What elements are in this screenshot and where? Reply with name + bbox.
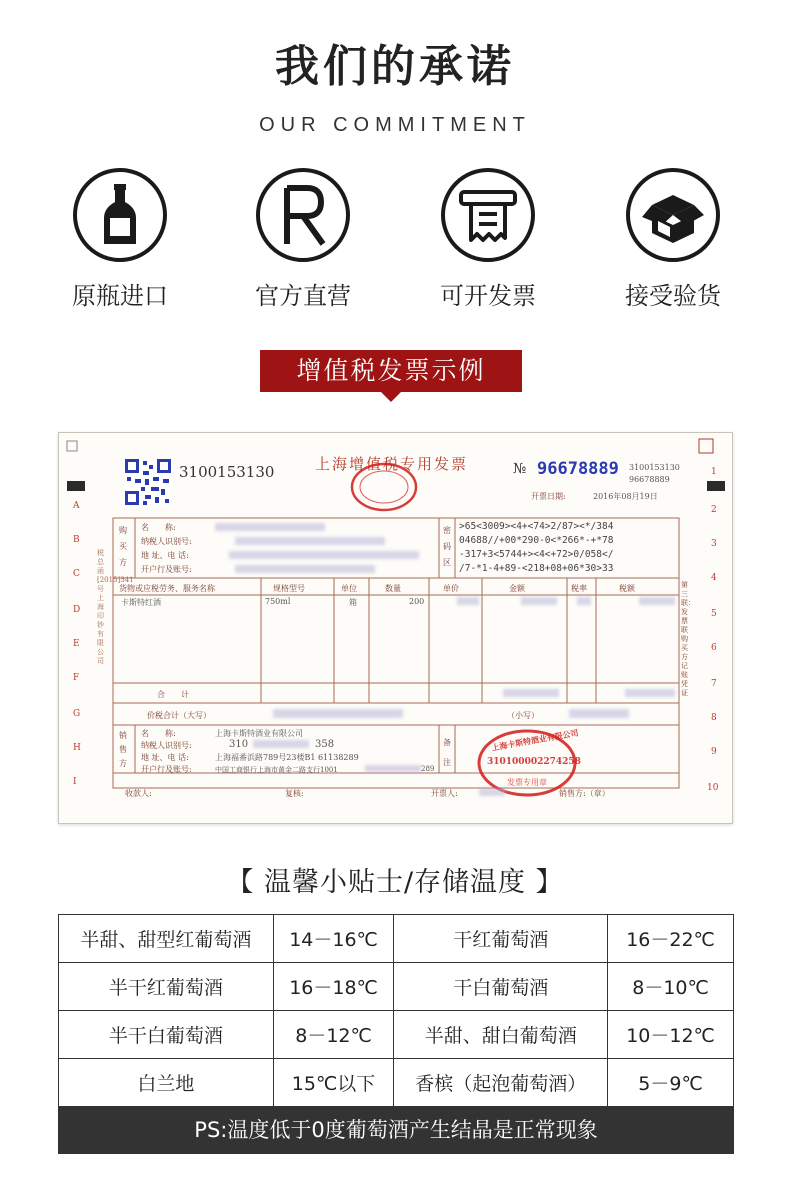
table-row [59,1011,734,1059]
temperature-cell: 14－16℃ [273,915,394,963]
open-box-icon [626,168,720,262]
redacted-seller-tax-id [253,740,309,748]
wine-type-cell: 干红葡萄酒 [394,915,608,963]
right-margin-number: 5 [711,609,717,619]
stamp-invoice-seal-text: 发票专用章 [507,778,547,787]
storage-temperature-table [58,914,734,1107]
password-line: 04688//+00*290-0<*266*-+*78 [459,535,614,546]
redacted-tax [639,597,675,605]
redacted-total-amount [503,689,559,697]
table-row [59,1059,734,1107]
ps-note-bar: PS:温度低于0度葡萄酒产生结晶是正常现象 [58,1107,734,1154]
buyer-field-tax-id: 纳税人识别号: [141,537,192,546]
wine-type-cell: 半干白葡萄酒 [59,1011,274,1059]
redacted-buyer-name [215,523,325,531]
total-label: 合 计 [157,690,189,699]
redacted-buyer-address [229,551,419,559]
page-subtitle: OUR COMMITMENT [259,114,531,136]
temperature-cell: 8－12℃ [273,1011,394,1059]
item-name: 卡斯特红酒 [121,598,161,607]
invoice-date-label: 开票日期: [531,492,566,501]
buyer-field-bank: 开户行及账号: [141,565,192,574]
password-line: /7-*1-4+89-<218+08+06*30>33 [459,563,614,574]
seller-field-bank: 开户行及账号: [141,765,192,774]
invoice-number: 96678889 [537,459,619,479]
seller-tax-id-prefix: 310 [229,739,249,750]
invoice-no-prefix: № [513,461,527,477]
wine-type-cell: 香槟（起泡葡萄酒） [394,1059,608,1107]
left-margin-letter: G [73,709,81,719]
buyer-field-name: 名 称: [141,523,176,532]
seller-side-label: 销售方 [119,731,127,768]
left-margin-letter: A [73,501,80,511]
wine-type-cell: 半干红葡萄酒 [59,963,274,1011]
footer-seller-seal: 销售方:（章） [559,789,610,798]
item-qty: 200 [409,597,425,606]
right-margin-number: 6 [711,643,717,653]
buyer-side-label: 购买方 [119,526,127,567]
invoice-sample [58,432,733,824]
seller-field-name: 名 称: [141,729,176,738]
seller-bank-suffix: 289 [421,765,435,773]
page-title: 我们的承诺 [275,41,515,92]
redacted-grand-total-words [273,709,403,718]
feature-invoice [398,168,578,311]
temperature-cell: 10－12℃ [608,1011,734,1059]
left-margin-letter: D [73,605,81,615]
stamp-tax-id: 310100002274258 [487,757,581,767]
right-margin-number: 7 [711,679,717,689]
features-row [0,168,790,318]
temperature-cell: 5－9℃ [608,1059,734,1107]
seller-field-address: 地 址、电 话: [141,753,189,762]
redacted-price [457,597,479,605]
invoice-number-side: 96678889 [629,475,670,484]
right-margin-number: 2 [711,505,717,515]
password-side-label: 密码区 [443,526,451,567]
seller-address: 上海福番浜路789号23楼B1 61138289 [215,753,359,762]
feature-original-import [30,168,210,311]
feature-inspection [583,168,763,311]
temperature-cell: 8－10℃ [608,963,734,1011]
col-header-unit: 单位 [341,584,357,593]
remarks-side-label: 备注 [443,738,451,767]
col-header-price: 单价 [443,584,459,593]
redacted-total-tax [625,689,675,697]
left-margin-letter: H [73,743,81,753]
password-line: >65<3009><4+<74>2/87><*/384 [459,521,614,532]
feature-label: 原瓶进口 [72,282,168,310]
left-printer-label: 税总函[2015]341号上海印钞有限公司 [97,549,134,665]
wine-type-cell: 半甜、甜白葡萄酒 [394,1011,608,1059]
redacted-rate [577,597,591,605]
col-header-spec: 规格型号 [273,584,305,593]
right-margin-number: 8 [711,713,717,723]
section-ribbon: 增值税发票示例 [260,350,522,392]
right-margin-number: 9 [711,747,717,757]
grand-total-label: 价税合计（大写） [147,711,211,720]
col-header-tax: 税额 [619,584,635,593]
temperature-cell: 15℃以下 [273,1059,394,1107]
right-copy-label: 第三联：发票联 购买方记账凭证 [681,581,695,697]
feature-official-direct [213,168,393,311]
redacted-buyer-bank [235,565,375,573]
footer-reviewer: 复核: [285,789,304,798]
footer-issuer: 开票人: [431,789,458,798]
redacted-grand-total-small [569,709,629,718]
buyer-field-address: 地 址、电 话: [141,551,189,560]
wine-type-cell: 干白葡萄酒 [394,963,608,1011]
feature-label: 官方直营 [255,282,351,310]
item-spec: 750ml [265,597,291,606]
left-margin-letter: F [73,673,80,683]
stamp-company-text: 上海卡斯特酒业有限公司 [490,727,580,753]
left-margin-letter: B [73,535,80,545]
password-line: -317+3<5744+><4<+72>0/058</ [459,549,614,560]
right-margin-number: 4 [711,573,717,583]
right-margin-number: 3 [711,539,717,549]
right-margin-number: 1 [711,467,717,477]
seller-name: 上海卡斯特酒业有限公司 [215,729,303,738]
qr-code-icon [125,459,171,505]
left-margin-letter: I [73,777,77,787]
ribbon-pointer [381,392,401,402]
table-row [59,963,734,1011]
right-margin-number: 10 [707,783,719,793]
invoice-printer-icon [441,168,535,262]
col-header-amount: 金额 [509,584,525,593]
left-margin-letter: E [73,639,80,649]
col-header-qty: 数量 [385,584,401,593]
seller-tax-id-suffix: 358 [315,739,335,750]
wine-type-cell: 白兰地 [59,1059,274,1107]
wine-type-cell: 半甜、甜型红葡萄酒 [59,915,274,963]
invoice-oval-stamp [349,461,419,513]
redacted-buyer-tax-id [235,537,385,545]
col-header-goods: 货物或应税劳务、服务名称 [119,584,215,593]
tips-heading: 【 温馨小贴士/存储温度 】 [226,867,564,898]
temperature-cell: 16－22℃ [608,915,734,963]
registered-trademark-icon [256,168,350,262]
seller-bank: 中国工商银行上海市黄金二路支行1001 [215,766,338,774]
col-header-rate: 税率 [571,584,587,593]
invoice-title: 上海增值税专用发票 [315,455,469,473]
redacted-amount [521,597,557,605]
temperature-cell: 16－18℃ [273,963,394,1011]
item-unit: 箱 [349,598,357,607]
grand-total-small-label: （小写） [507,711,539,720]
feature-label: 可开发票 [440,282,536,310]
redacted-issuer [479,788,505,796]
redacted-seller-bank [365,765,421,772]
feature-label: 接受验货 [625,282,721,310]
wine-bottle-icon [73,168,167,262]
footer-payee: 收款人: [125,789,152,798]
left-margin-letter: C [73,569,80,579]
invoice-date: 2016年08月19日 [593,492,658,501]
invoice-number-side-code: 3100153130 [629,463,680,472]
table-row [59,915,734,963]
invoice-code: 3100153130 [179,463,275,481]
seller-field-tax-id: 纳税人识别号: [141,741,192,750]
